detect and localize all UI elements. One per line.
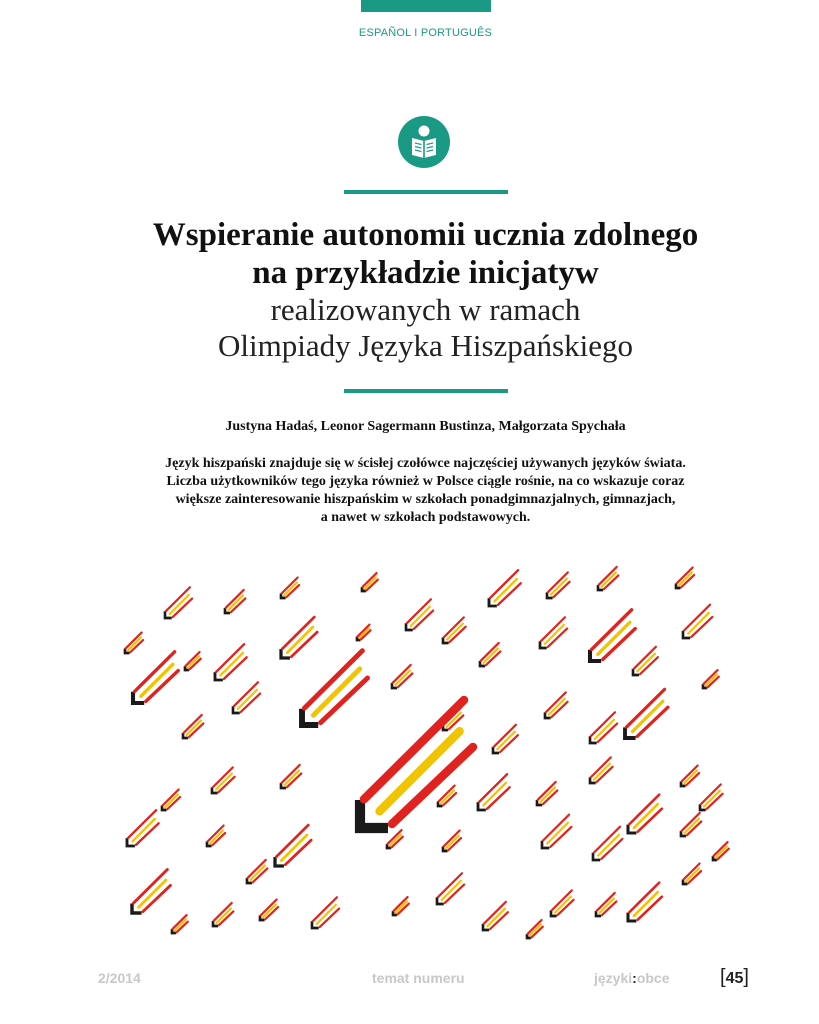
pencil-icon (387, 830, 403, 848)
pencil-icon (247, 860, 267, 883)
pencil-icon (590, 610, 635, 661)
lead-paragraph (100, 455, 751, 527)
pencil-icon (443, 617, 466, 643)
pencil-icon (593, 827, 622, 860)
pencil-icon (551, 890, 574, 916)
page-number-value: 45 (725, 970, 744, 987)
pencil-icon (225, 590, 245, 613)
pencil-icon (393, 897, 409, 915)
footer-magazine-sep: : (632, 970, 637, 986)
pencil-icon (127, 810, 159, 846)
pencil-icon (437, 873, 464, 904)
pencil-icon (125, 633, 143, 653)
pencil-icon (185, 652, 201, 670)
top-accent-bar (361, 0, 491, 12)
pencil-icon (633, 647, 658, 675)
pencil-icon (312, 897, 339, 928)
pencil-icon (683, 605, 712, 638)
lead-line-1: Język hiszpański znajduje się w ścisłej czołówce najczęściej używanych języków świata. (165, 456, 686, 471)
pencil-icon (683, 864, 701, 884)
pencil-icon (493, 725, 518, 753)
pencil-icon (489, 570, 521, 606)
top-divider (344, 190, 508, 194)
pencil-icon (596, 893, 616, 916)
footer-magazine-a: języki (594, 970, 633, 986)
pencil-icon (281, 578, 299, 598)
pencil-icon (275, 825, 311, 866)
pencil-icon (443, 831, 461, 851)
pencil-icon (590, 712, 617, 743)
pencil-icon (625, 689, 668, 738)
title-light-line-1: realizowanych w ramach (270, 292, 581, 327)
pencil-icon (212, 767, 235, 793)
pencil-icon (183, 715, 203, 738)
lead-line-4: a nawet w szkołach podstawowych. (320, 510, 531, 525)
section-label: ESPAÑOL I PORTUGUÊS (358, 27, 493, 39)
pencil-icon (233, 682, 260, 713)
pencil-icon (598, 567, 618, 590)
footer-magazine-b: obce (636, 970, 670, 986)
pencil-icon (406, 599, 433, 630)
pencil-icon (480, 643, 500, 666)
footer-section: temat numeru (372, 970, 465, 986)
pencil-icon (357, 625, 371, 640)
pencil-icon (213, 903, 233, 926)
page-number (720, 966, 749, 989)
pencil-icon (483, 902, 508, 930)
pencil-icon (628, 883, 662, 921)
pencil-icon (545, 692, 568, 718)
pencil-icon (527, 920, 543, 938)
pencils-illustration (0, 548, 819, 948)
pencil-icon (590, 757, 613, 783)
pencil-icon (207, 826, 225, 846)
pencil-icon (133, 652, 178, 703)
pencil-icon (360, 700, 473, 828)
pencil-icon (547, 572, 570, 598)
footer-magazine (594, 970, 670, 986)
reader-book-icon (398, 116, 450, 168)
page-bracket-close: ] (743, 966, 749, 988)
pencil-icon (281, 765, 301, 788)
pencil-icon (700, 784, 723, 810)
title-light-line-2: Olimpiady Języka Hiszpańskiego (218, 328, 633, 363)
pencil-icon (628, 795, 662, 833)
pencil-icon (392, 665, 412, 688)
pencil-icon (681, 813, 701, 836)
title-bold-line-2: na przykładzie inicjatyw (252, 255, 599, 291)
pencil-icon (362, 573, 378, 591)
pencil-icon (703, 670, 719, 688)
pencil-icon (165, 587, 192, 618)
pencil-icon (132, 869, 170, 913)
pencil-icon (713, 842, 729, 860)
pencil-icon (172, 915, 188, 933)
pencil-icon (540, 617, 567, 648)
pencil-icon (478, 774, 510, 810)
pencil-icon (676, 568, 694, 588)
pencil-icon (260, 900, 278, 920)
pencil-icon (537, 782, 557, 805)
footer-issue: 2/2014 (98, 970, 141, 986)
pencil-icon (302, 651, 368, 725)
lead-line-3: większe zainteresowanie hiszpańskim w szkołach ponadgimnazjalnych, gimnazjach, (175, 492, 676, 507)
pencil-icon (162, 790, 180, 810)
bottom-divider (344, 389, 508, 393)
pencil-icon (542, 815, 571, 848)
authors: Justyna Hadaś, Leonor Sagermann Bustinza, Małgorzata Spychała (225, 419, 626, 434)
pencil-icon (681, 766, 699, 786)
page-bracket-open: [ (720, 966, 726, 988)
pencil-icon (215, 644, 247, 680)
title-bold-line-1: Wspieranie autonomii ucznia zdolnego (152, 217, 699, 253)
pencil-icon (281, 617, 317, 658)
pencil-icon (438, 786, 456, 806)
lead-line-2: Liczba użytkowników tego języka również w Polsce ciągle rośnie, na co wskazuje coraz (166, 474, 685, 489)
